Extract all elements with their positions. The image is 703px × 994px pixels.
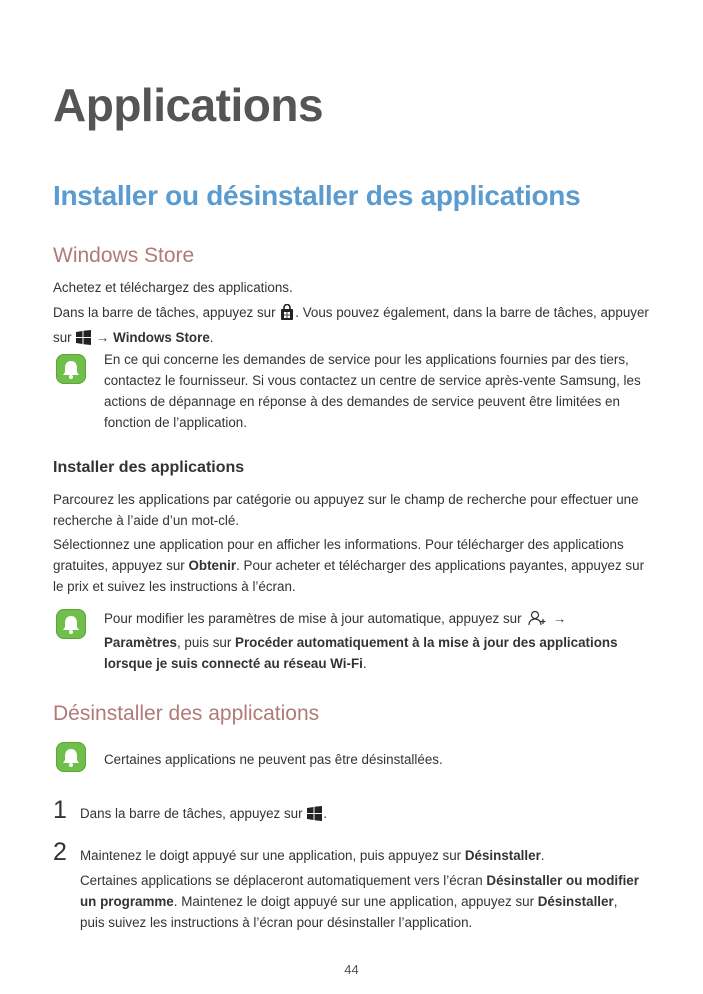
instruction-text: sur: [53, 330, 76, 345]
note-bell-icon: [56, 742, 86, 772]
auto-update-option-label: Procéder automatiquement à la mise à jour des applications lorsque je suis connecté au réseau Wi-Fi: [104, 635, 618, 671]
period: .: [362, 656, 367, 671]
step-number-2: 2: [53, 838, 67, 866]
instruction-text: . Vous pouvez également, dans la barre de tâches, appuyer: [295, 305, 649, 320]
page-title: Applications: [53, 79, 324, 131]
step-1-text: [80, 803, 650, 827]
para-text: . Pour acheter et télécharger des applications payantes, appuyez sur le prix et suivez les instructions à l’écran.: [53, 558, 645, 594]
step-2-detail: [80, 870, 642, 933]
arrow-text: →: [92, 330, 114, 345]
parametres-label: Paramètres: [104, 635, 177, 650]
period: .: [323, 806, 328, 821]
detail-text: , puis suivez les instructions à l’écran pour désinstaller l’application.: [80, 894, 618, 930]
period: .: [540, 848, 545, 863]
install-para-1: Parcourez les applications par catégorie ou appuyez sur le champ de recherche pour effectuer une recherche à l’aide d’un mot-clé.: [53, 492, 639, 528]
windows-store-instruction: [53, 302, 653, 351]
note-text: , puis sur: [176, 635, 236, 650]
windows-store-label: Windows Store: [113, 330, 210, 345]
instruction-text: Dans la barre de tâches, appuyez sur: [53, 305, 280, 320]
note-bell-icon: [56, 609, 86, 639]
obtenir-label: Obtenir: [188, 558, 237, 573]
person-add-icon: [528, 610, 546, 632]
period: .: [209, 330, 214, 345]
uninstall-heading: Désinstaller des applications: [53, 702, 320, 725]
section-title: Installer ou désinstaller des applications: [53, 180, 581, 211]
install-para-2: [53, 534, 651, 597]
desinstaller-label: Désinstaller: [537, 894, 614, 909]
note-text: Pour modifier les paramètres de mise à jour automatique, appuyez sur: [104, 611, 526, 626]
windows-store-intro: Achetez et téléchargez des applications.: [53, 280, 293, 295]
desinstaller-label: Désinstaller: [464, 848, 541, 863]
windows-store-heading: Windows Store: [53, 244, 195, 267]
note-bell-icon: [56, 354, 86, 384]
windows-logo-icon: [307, 806, 322, 827]
windows-logo-icon: [76, 330, 91, 351]
store-bag-icon: [280, 304, 294, 327]
uninstall-note: Certaines applications ne peuvent pas être désinstallées.: [104, 752, 443, 767]
detail-text: Certaines applications se déplaceront automatiquement vers l’écran: [80, 873, 487, 888]
step-text: Maintenez le doigt appuyé sur une application, puis appuyez sur: [80, 848, 465, 863]
third-party-note: En ce qui concerne les demandes de service pour les applications fournies par des tiers, contactez le fournisseur. Si vous contactez un centre de service après-vente Samsung, les actions de dépannage en réponse à des demandes de service peuvent être limitées en fonction de l’application.: [104, 352, 641, 430]
page-number: 44: [344, 962, 359, 977]
step-number-1: 1: [53, 796, 67, 824]
uninstall-program-label: Désinstaller ou modifier un programme: [80, 873, 639, 909]
para-text: Sélectionnez une application pour en afficher les informations. Pour télécharger des applications gratuites, appuyez sur: [53, 537, 624, 573]
step-text: Dans la barre de tâches, appuyez sur: [80, 806, 307, 821]
step-2-text: [80, 845, 650, 866]
install-heading: Installer des applications: [53, 459, 245, 476]
arrow-text: →: [549, 611, 567, 626]
auto-update-note: [104, 608, 644, 674]
detail-text: . Maintenez le doigt appuyé sur une application, appuyez sur: [173, 894, 538, 909]
